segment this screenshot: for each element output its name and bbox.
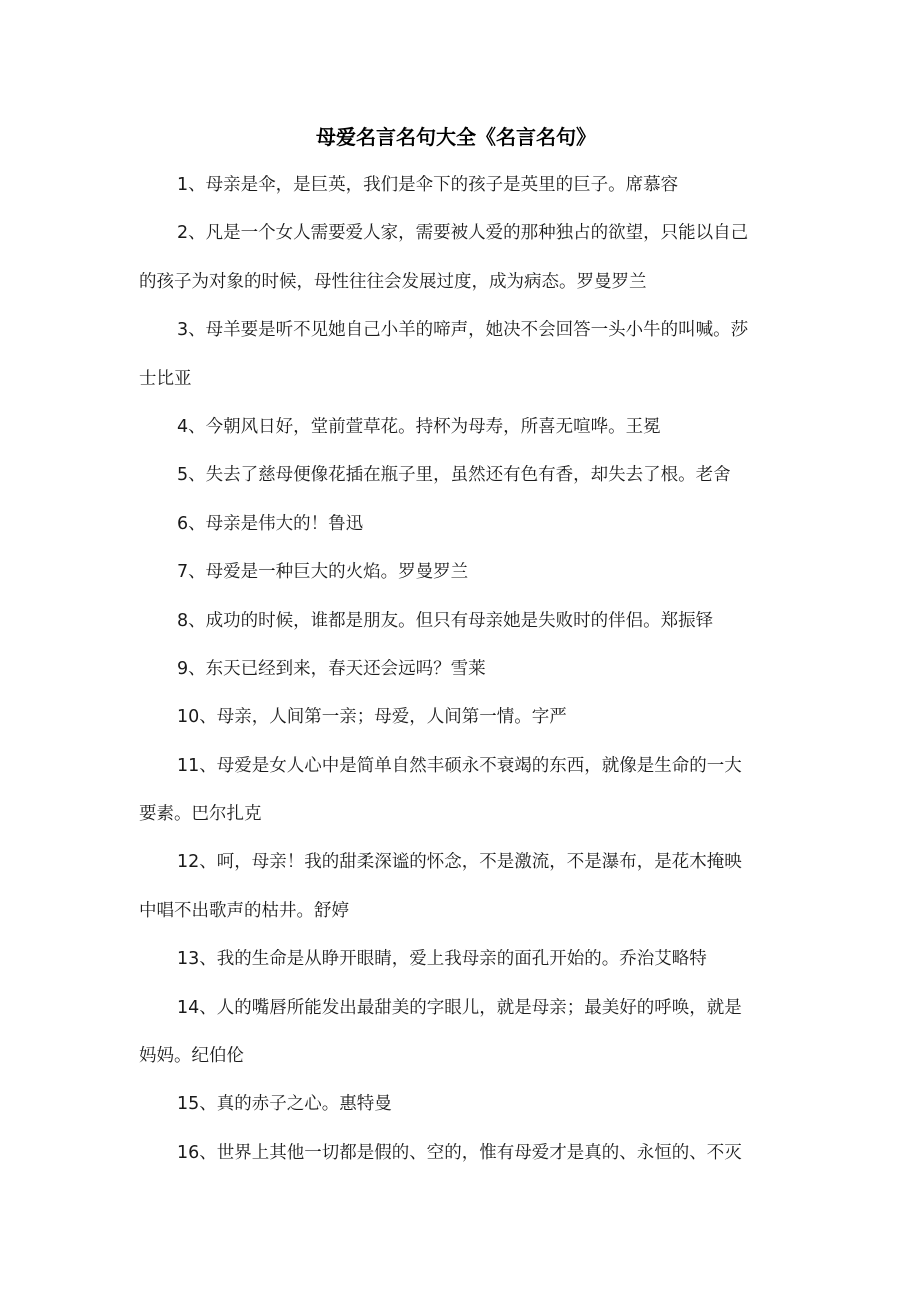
quote-line-continuation: 妈妈。纪伯伦: [139, 1046, 244, 1067]
quote-list: [139, 171, 789, 1187]
quote-line: 2、凡是一个女人需要爱人家，需要被人爱的那种独占的欲望，只能以自己: [177, 223, 749, 244]
quote-13: [139, 945, 789, 993]
quote-1: [139, 171, 789, 219]
quote-line: 16、世界上其他一切都是假的、空的，惟有母爱才是真的、永恒的、不灭: [177, 1142, 742, 1163]
quote-line: 14、人的嘴唇所能发出最甜美的字眼儿，就是母亲；最美好的呼唤，就是: [177, 997, 742, 1018]
quote-line: 5、失去了慈母便像花插在瓶子里，虽然还有色有香，却失去了根。老舍: [177, 465, 731, 486]
quote-line: 8、成功的时候，谁都是朋友。但只有母亲她是失败时的伴侣。郑振铎: [177, 610, 714, 631]
quote-7: [139, 558, 789, 606]
quote-line-continuation: 中唱不出歌声的枯井。舒婷: [139, 900, 349, 921]
quote-line: 10、母亲，人间第一亲；母爱，人间第一情。字严: [177, 707, 567, 728]
quote-5: [139, 461, 789, 509]
quote-line: 13、我的生命是从睁开眼睛，爱上我母亲的面孔开始的。乔治艾略特: [177, 949, 707, 970]
quote-line-continuation: 的孩子为对象的时候，母性往往会发展过度，成为病态。罗曼罗兰: [139, 271, 647, 292]
quote-16: [139, 1139, 789, 1187]
quote-line: 9、东天已经到来，春天还会远吗？雪莱: [177, 658, 486, 679]
document-title: 母爱名言名句大全《名言名句》: [316, 125, 596, 149]
quote-14: [139, 994, 789, 1091]
quote-line-continuation: 要素。巴尔扎克: [139, 804, 262, 825]
quote-15: [139, 1090, 789, 1138]
quote-line: 12、呵，母亲！我的甜柔深谧的怀念，不是激流，不是瀑布，是花木掩映: [177, 852, 742, 873]
quote-8: [139, 607, 789, 655]
quote-line: 4、今朝风日好，堂前萱草花。持杯为母寿，所喜无喧哗。王冕: [177, 416, 661, 437]
quote-line: 7、母爱是一种巨大的火焰。罗曼罗兰: [177, 562, 469, 583]
quote-line-continuation: 士比亚: [139, 368, 192, 389]
quote-3: [139, 316, 789, 413]
quote-12: [139, 848, 789, 945]
quote-6: [139, 510, 789, 558]
quote-line: 1、母亲是伞，是巨英，我们是伞下的孩子是英里的巨子。席慕容: [177, 175, 679, 195]
quote-4: [139, 413, 789, 461]
quote-2: [139, 219, 789, 316]
quote-line: 3、母羊要是听不见她自己小羊的啼声，她决不会回答一头小牛的叫喊。莎: [177, 320, 749, 341]
quote-10: [139, 703, 789, 751]
quote-9: [139, 655, 789, 703]
quote-line: 11、母爱是女人心中是简单自然丰硕永不衰竭的东西，就像是生命的一大: [177, 755, 742, 776]
quote-line: 15、真的赤子之心。惠特曼: [177, 1094, 392, 1115]
quote-line: 6、母亲是伟大的！鲁迅: [177, 513, 364, 534]
quote-11: [139, 752, 789, 849]
